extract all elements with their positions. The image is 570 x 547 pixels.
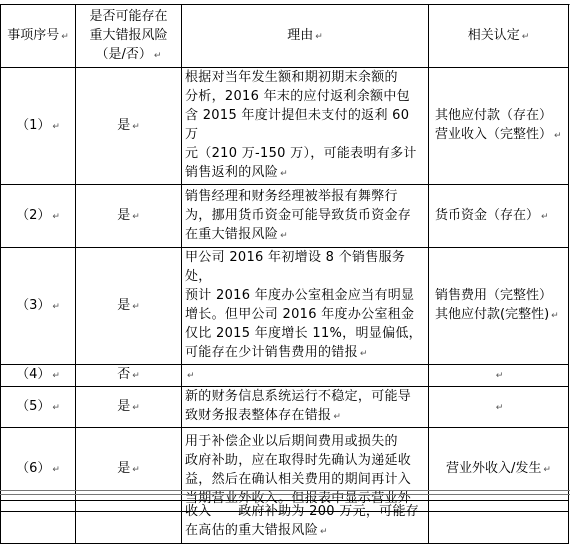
table-row [1, 428, 569, 512]
page-break-line [0, 490, 570, 491]
row-related: 营业外收入/发生 ↵ [429, 428, 569, 512]
row-reason: 销售经理和财务经理被举报有舞弊行 为，挪用货币资金可能导致货币资金存 在重大错报风险 ↵ [182, 185, 429, 248]
table-row [1, 501, 569, 544]
row-number: （6） ↵ [1, 428, 76, 512]
row-risk [76, 501, 182, 544]
row-related: 其他应付款（存在） 营业收入（完整性） ↵ [429, 68, 569, 185]
table-header-row [1, 5, 569, 68]
paragraph-mark: ↵ [521, 31, 530, 42]
header-reason: 理由 ↵ [182, 5, 429, 68]
row-risk: 是 ↵ [76, 185, 182, 248]
table-row [1, 248, 569, 365]
row-risk: 否 ↵ [76, 365, 182, 387]
paragraph-mark: ↵ [61, 31, 69, 42]
row-related: 货币资金（存在） ↵ [429, 185, 569, 248]
header-related-assertion: 相关认定 ↵ [429, 5, 569, 68]
header-risk: 是否可能存在 重大错报风险 （是/否） ↵ [76, 5, 182, 68]
table-row [1, 365, 569, 387]
row-related: 销售费用（完整性） 其他应付款(完整性) ↵ [429, 248, 569, 365]
table-row [1, 387, 569, 428]
row-reason: 用于补偿企业以后期间费用或损失的 政府补助，应在取得时先确认为递延收 益，然后在确认相关费用的期间再计入 当期营业外收入。但报表中显示营业外 [182, 428, 429, 512]
row-number: （5） ↵ [1, 387, 76, 428]
row-risk: 是 ↵ [76, 428, 182, 512]
paragraph-mark: ↵ [153, 50, 162, 61]
row-reason: 收入——政府补助为 200 万元，可能存 在高估的重大错报风险 ↵ [182, 501, 429, 544]
row-number: （2） ↵ [1, 185, 76, 248]
row-related: ↵ [429, 365, 569, 387]
row-risk: 是 ↵ [76, 387, 182, 428]
header-item-number: 事项序号 ↵ [1, 5, 76, 68]
row-reason: 新的财务信息系统运行不稳定，可能导 致财务报表整体存在错报 ↵ [182, 387, 429, 428]
row-related: ↵ [429, 387, 569, 428]
page-break-line [0, 494, 570, 495]
row-number: （3） ↵ [1, 248, 76, 365]
paragraph-mark: ↵ [315, 31, 323, 42]
row-risk: 是 ↵ [76, 248, 182, 365]
row-number [1, 501, 76, 544]
row-reason: 甲公司 2016 年初增设 8 个销售服务处， 预计 2016 年度办公室租金应当有明显 增长。但甲公司 2016 年度办公室租金 仅比 2015 年度增长 11%，明显偏低， 可能存在少计销售费用的错报 ↵ [182, 248, 429, 365]
row-related [429, 501, 569, 544]
row-risk: 是 ↵ [76, 68, 182, 185]
row-reason: 根据对当年发生额和期初期末余额的 分析，2016 年末的应付返利余额中包 含 2015 年度计提但未支付的返利 60 万 元（210 万-150 万），可能表明有多计 销售返利的风险 ↵ [182, 68, 429, 185]
risk-assessment-table [0, 4, 569, 512]
continuation-table [0, 500, 569, 544]
table-row [1, 185, 569, 248]
row-number: （1） ↵ [1, 68, 76, 185]
row-number: （4） ↵ [1, 365, 76, 387]
table-row [1, 68, 569, 185]
row-reason: ↵ [182, 365, 429, 387]
page-break [0, 488, 570, 498]
